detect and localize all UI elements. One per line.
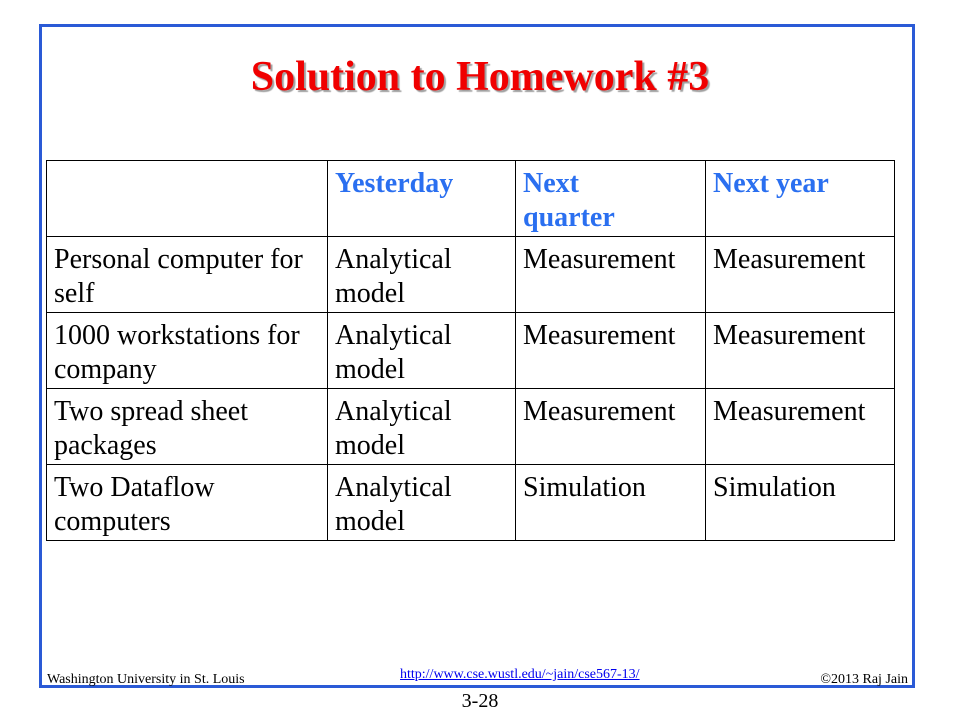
table-header-cell: Yesterday xyxy=(328,161,516,237)
table-cell: Measurement xyxy=(706,237,895,313)
table-cell: Measurement xyxy=(516,237,706,313)
table-cell: Measurement xyxy=(706,389,895,465)
table-cell: Measurement xyxy=(516,389,706,465)
table-header-row xyxy=(47,161,895,237)
table-cell: Two spread sheet packages xyxy=(47,389,328,465)
table-cell: Personal computer for self xyxy=(47,237,328,313)
table-header-cell: Next year xyxy=(706,161,895,237)
table-cell: Analytical model xyxy=(328,313,516,389)
table-header-cell: Next quarter xyxy=(516,161,706,237)
comparison-table xyxy=(46,160,895,541)
page-number: 3-28 xyxy=(461,690,499,712)
table-row xyxy=(47,465,895,541)
table-cell: Measurement xyxy=(516,313,706,389)
table-cell: Simulation xyxy=(516,465,706,541)
table-cell: Analytical model xyxy=(328,465,516,541)
table-header-cell xyxy=(47,161,328,237)
table-cell: Two Dataflow computers xyxy=(47,465,328,541)
table-cell: Measurement xyxy=(706,313,895,389)
table-cell: 1000 workstations for company xyxy=(47,313,328,389)
footer-copyright: ©2013 Raj Jain xyxy=(820,672,908,687)
table-row xyxy=(47,313,895,389)
table-row xyxy=(47,389,895,465)
footer-institution: Washington University in St. Louis xyxy=(47,672,245,687)
table-cell: Simulation xyxy=(706,465,895,541)
table-cell: Analytical model xyxy=(328,389,516,465)
table-cell: Analytical model xyxy=(328,237,516,313)
slide-title: Solution to Homework #3 xyxy=(250,54,710,100)
course-url-link[interactable]: http://www.cse.wustl.edu/~jain/cse567-13/ xyxy=(400,667,640,682)
table-row xyxy=(47,237,895,313)
